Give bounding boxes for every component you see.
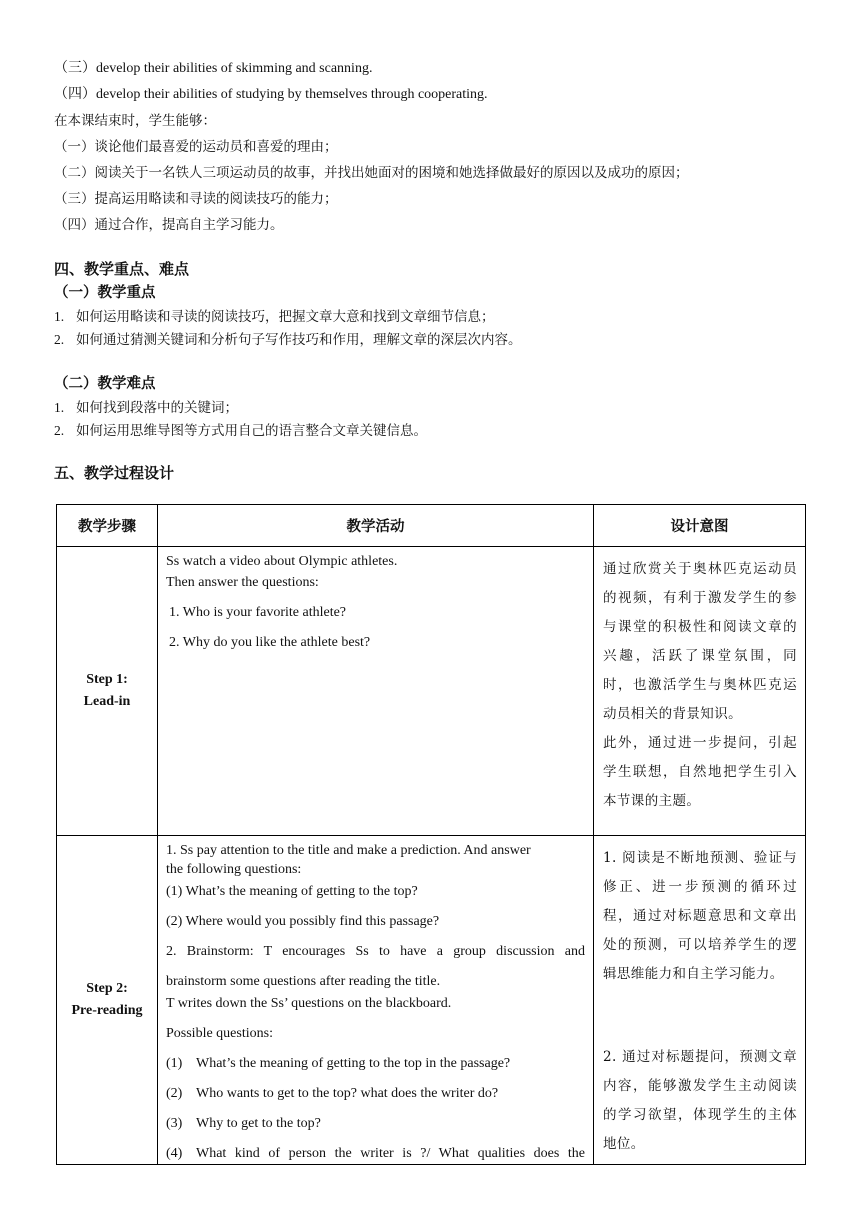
header-intent: 设计意图 (594, 505, 806, 547)
activity-line: Then answer the questions: (166, 575, 319, 590)
table-row-step-1 (57, 547, 806, 836)
section-4-title: 四、教学重点、难点 (54, 260, 190, 278)
key-points-title: （一）教学重点 (54, 285, 156, 301)
teaching-process-table (56, 504, 806, 1165)
intent-paragraph: 此外，通过进一步提问，引起学生联想，自然地把学生引入本节课的主题。 (603, 735, 797, 809)
activity-line: the following questions: (166, 862, 302, 877)
header-activity: 教学活动 (158, 505, 594, 547)
step-2-intent (594, 836, 806, 1165)
possible-question: (3) Why to get to the top? (166, 1116, 321, 1131)
intent-paragraph: 2. 通过对标题提问，预测文章内容，能够激发学生主动阅读的学习欲望，体现学生的主体地位。 (603, 1049, 797, 1152)
table-row-step-2 (57, 836, 806, 1165)
objectives-intro: 在本课结束时，学生能够： (54, 113, 216, 129)
table-header-row (57, 505, 806, 547)
key-point-2: 2. 如何通过猜测关键词和分析句子写作技巧和作用，理解文章的深层次内容。 (54, 332, 522, 348)
step-2-label: Step 2: (86, 981, 128, 996)
step-2-name: Pre-reading (71, 1003, 143, 1018)
step-1-activity (158, 547, 594, 836)
activity-line: T writes down the Ss’ questions on the blackboard. (166, 996, 452, 1011)
step-1-name: Lead-in (83, 694, 131, 709)
possible-question: (2) Who wants to get to the top? what does the writer do? (166, 1086, 499, 1101)
step-1-label: Step 1: (86, 672, 128, 687)
header-step: 教学步骤 (57, 505, 158, 547)
activity-line: Ss watch a video about Olympic athletes. (166, 554, 398, 569)
activity-line: 1. Ss pay attention to the title and make a prediction. And answer (166, 843, 531, 858)
objective-cn-1: （一）谈论他们最喜爱的运动员和喜爱的理由； (54, 139, 338, 155)
possible-question: (1) What’s the meaning of getting to the top in the passage? (166, 1056, 511, 1071)
objective-en-4: （四）develop their abilities of studying by themselves through cooperating. (54, 87, 488, 102)
key-point-1: 1. 如何运用略读和寻读的阅读技巧，把握文章大意和找到文章细节信息； (54, 309, 495, 325)
possible-question: (4) What kind of person the writer is ?/ What qualities does the (166, 1146, 585, 1161)
difficult-point-1: 1. 如何找到段落中的关键词； (54, 400, 238, 416)
activity-question: (1) What’s the meaning of getting to the top? (166, 884, 418, 899)
objective-en-3: （三）develop their abilities of skimming and scanning. (54, 61, 373, 76)
intent-paragraph: 1. 阅读是不断地预测、验证与修正、进一步预测的循环过程，通过对标题意思和文章出处的预测，可以培养学生的逻辑思维能力和自主学习能力。 (603, 850, 797, 982)
objective-cn-2: （二）阅读关于一名铁人三项运动员的故事，并找出她面对的困境和她选择做最好的原因以及成功的原因； (54, 165, 689, 181)
section-5-title: 五、教学过程设计 (54, 464, 175, 482)
difficult-point-2: 2. 如何运用思维导图等方式用自己的语言整合文章关键信息。 (54, 423, 427, 439)
activity-question: 2. Why do you like the athlete best? (169, 635, 371, 650)
objective-cn-4: （四）通过合作，提高自主学习能力。 (54, 217, 284, 233)
objective-cn-3: （三）提高运用略读和寻读的阅读技巧的能力； (54, 191, 338, 207)
activity-question: 1. Who is your favorite athlete? (169, 605, 347, 620)
step-2-cell (57, 836, 158, 1165)
step-1-intent (594, 547, 806, 836)
difficult-points-title: （二）教学难点 (54, 376, 156, 392)
activity-line: 2. Brainstorm: T encourages Ss to have a group discussion and (166, 944, 585, 959)
step-2-activity (158, 836, 594, 1165)
activity-question: (2) Where would you possibly find this passage? (166, 914, 440, 929)
activity-line: brainstorm some questions after reading the title. (166, 974, 441, 989)
intent-paragraph: 通过欣赏关于奥林匹克运动员的视频，有利于激发学生的参与课堂的积极性和阅读文章的兴趣，活跃了课堂氛围，同时，也激活学生与奥林匹克运动员相关的背景知识。 (603, 561, 797, 722)
activity-line: Possible questions: (166, 1026, 273, 1041)
step-1-cell (57, 547, 158, 836)
